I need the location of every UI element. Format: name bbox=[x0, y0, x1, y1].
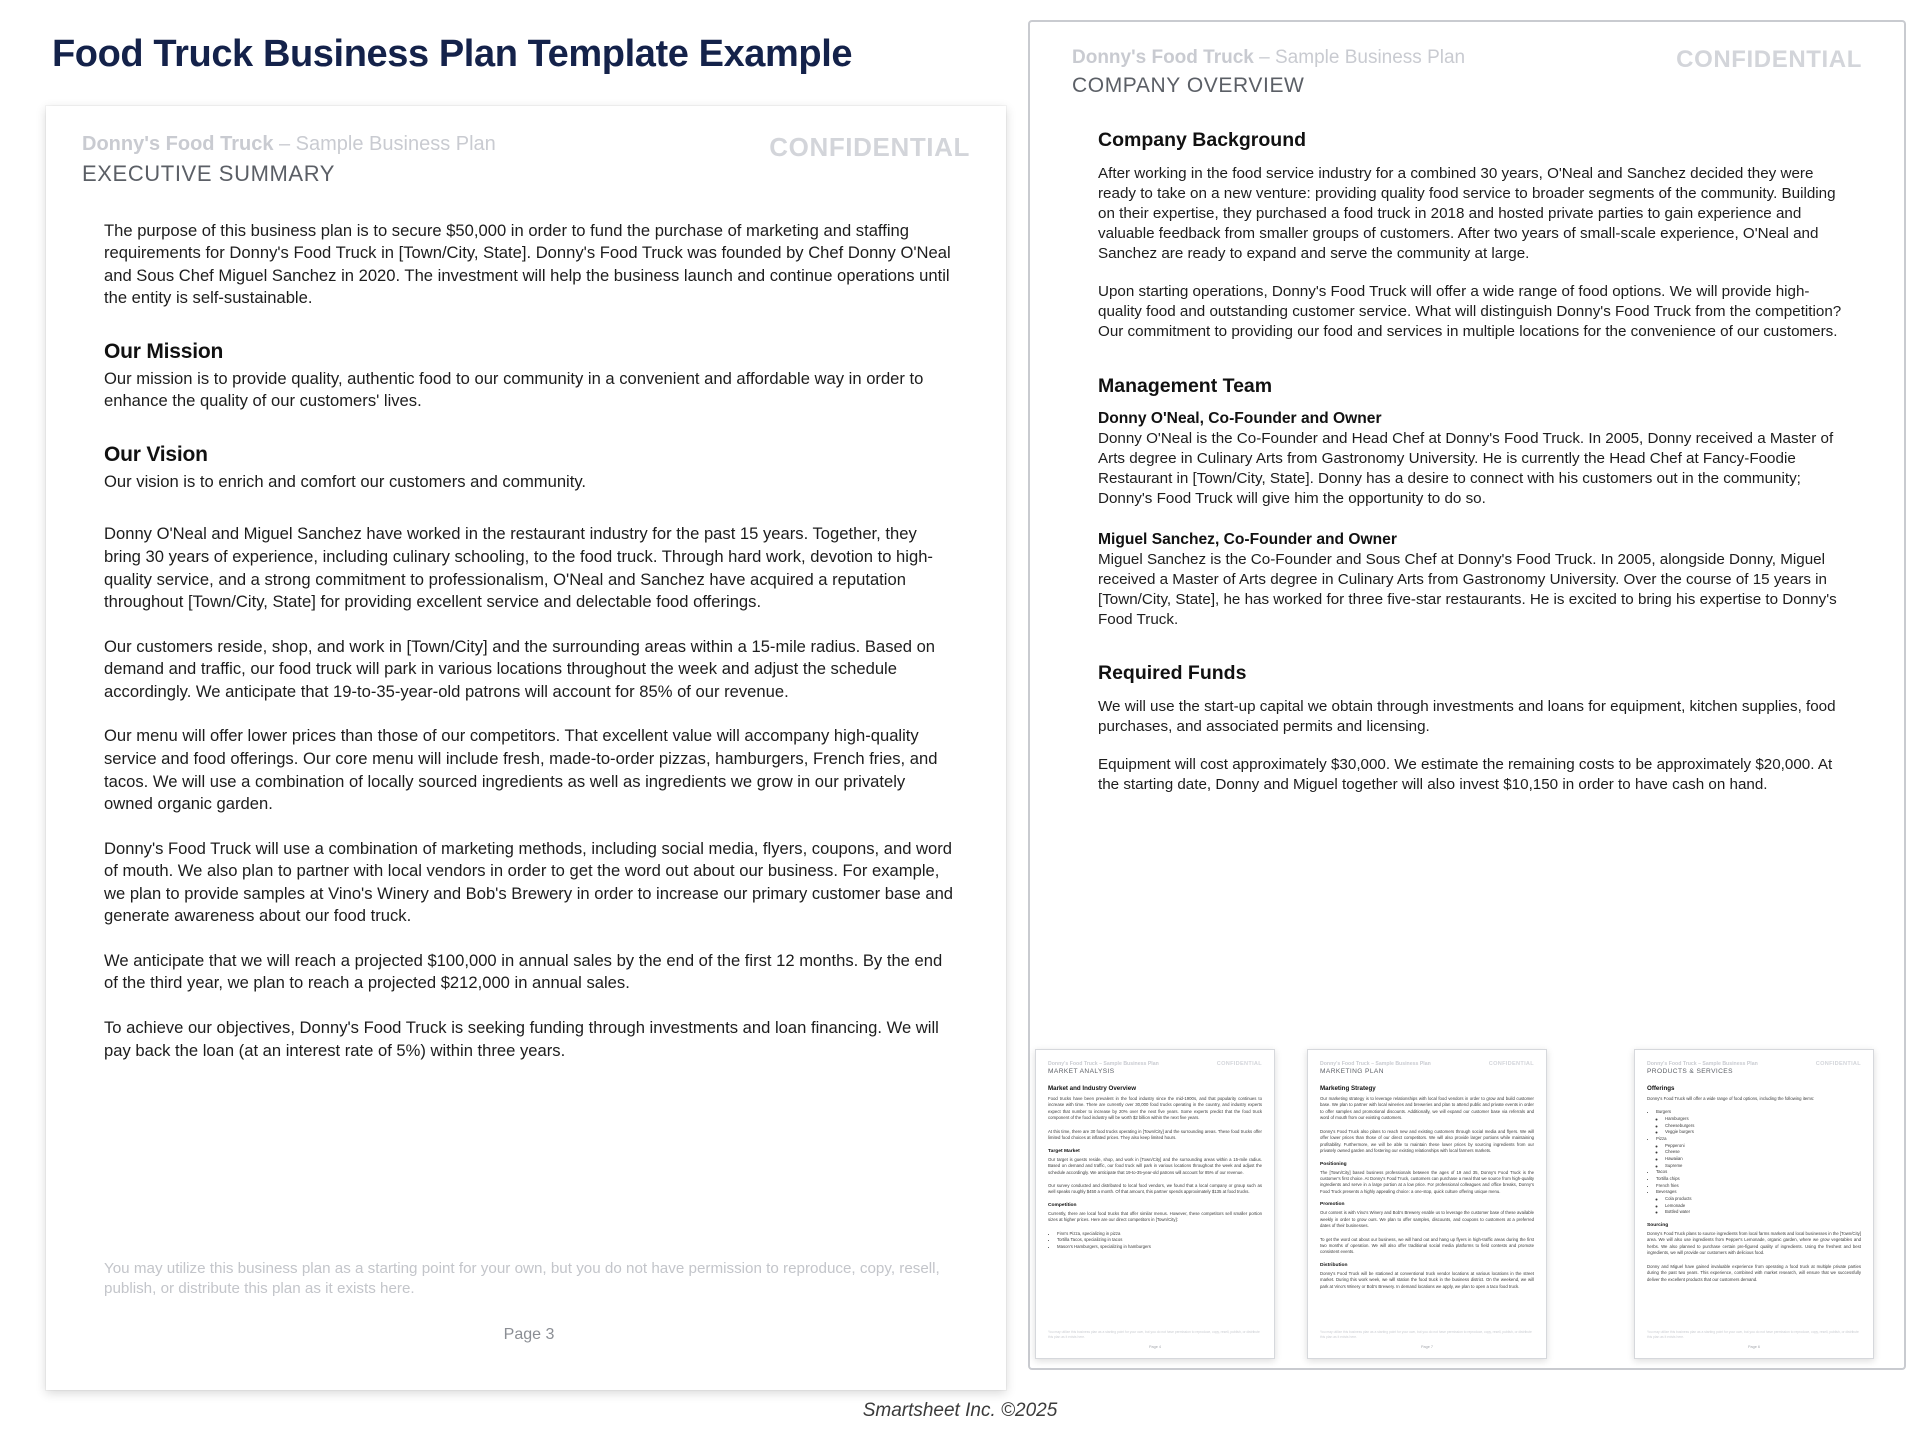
heading-company-background: Company Background bbox=[1098, 129, 1307, 151]
list-item: ◦ Hamburgers bbox=[1665, 1116, 1861, 1123]
thumbnail-paragraph: At this time, there are 30 food trucks operating in [Town/City] and the surrounding areas. These food trucks offer limited food choices at inflated prices. They also keep limited hours. bbox=[1048, 1128, 1262, 1141]
footer-legal-notice: You may utilize this business plan as a starting point for your own, but you do not have permission to reproduce, copy, resell, publish, or distribute this plan as it exists here. bbox=[1647, 1330, 1859, 1340]
footer-page-number: Page 6 bbox=[1747, 1345, 1761, 1349]
document-body bbox=[82, 220, 970, 1063]
paragraph-vision: Our vision is to enrich and comfort our customers and community. bbox=[104, 471, 587, 491]
paragraph-donny-bio: Donny O'Neal is the Co-Founder and Head Chef at Donny's Food Truck. In 2005, Donny received a Master of Arts degree in Culinary Arts from Gastronomy University. He is currently the Head Chef at Fancy-Foodie Restaurant in [Town/City, State]. Donny has a desire to connect with his customers out in the community; Donny's Food Truck will give him the opportunity to do so. bbox=[1098, 429, 1834, 507]
subheading-donny-oneal: Donny O'Neal, Co-Founder and Owner bbox=[1098, 409, 1382, 427]
list-item: • Tortilla chips bbox=[1656, 1176, 1861, 1183]
footer-page-number: Page 7 bbox=[1420, 1345, 1434, 1349]
page-title: Food Truck Business Plan Template Example bbox=[52, 33, 853, 75]
list-item: ◦ Bottled water bbox=[1665, 1209, 1861, 1216]
list-item: • Tortilla Tacos, specializing in tacos bbox=[1057, 1237, 1262, 1244]
thumbnail-footer bbox=[1048, 1330, 1262, 1349]
paragraph-funds-2: Equipment will cost approximately $30,000. We estimate the remaining costs to be approximately $20,000. At the starting date, Donny and Miguel together will also invest $10,150 in order to have cash on hand. bbox=[1098, 756, 1833, 794]
list-item: ◦ Veggie burgers bbox=[1665, 1129, 1861, 1136]
thumbnail-paragraph: To get the word out about our business, we will hand out and hang up flyers in high-traffic areas during the first two months of operation. We will also offer traditional social media platforms to field contests and promote consistent events. bbox=[1320, 1236, 1534, 1255]
document-header bbox=[82, 132, 970, 188]
paragraph-background-1: After working in the food service industry for a combined 30 years, O'Neal and Sanchez decided they were ready to take on a new venture: providing quality food service to broader segments of the community. Building on their expertise, they purchased a food truck in 2018 and hosted private parties to gain experience and valuable feedback from smaller groups of customers. After two years of small-scale experience, O'Neal and Sanchez are ready to expand and serve the community at large. bbox=[1098, 165, 1836, 263]
thumbnail-paragraph: Our content is with Vino's Winery and Bob's Brewery enable us to leverage the customer base of these available weekly in order to grow ours. We plan to offer samples, discounts, and coupons to customers at a preferred dates of their businesses. bbox=[1320, 1210, 1534, 1229]
list-item: ◦ Cola products bbox=[1665, 1196, 1861, 1203]
document-section-title: COMPANY OVERVIEW bbox=[1072, 73, 1305, 97]
thumbnail-heading: Marketing Strategy bbox=[1320, 1085, 1376, 1092]
list-item: • Burgers ◦ Hamburgers ◦ Cheeseburgers ◦ Veggie burgers bbox=[1656, 1109, 1861, 1136]
confidential-stamp: CONFIDENTIAL bbox=[1216, 1061, 1262, 1067]
document-body bbox=[1072, 129, 1862, 795]
brand-name: Donny's Food Truck bbox=[82, 133, 274, 155]
thumbnail-subheading: Distribution bbox=[1320, 1262, 1348, 1268]
document-brandline bbox=[1072, 46, 1465, 70]
paragraph-intro: The purpose of this business plan is to secure $50,000 in order to fund the purchase of marketing and staffing requirements for Donny's Food Truck in [Town/City, State]. Donny's Food Truck was founded by Chef Donny O'Neal and Sous Chef Miguel Sanchez in 2020. The investment will help the business launch and continue operations until the entity is self-sustainable. bbox=[104, 220, 951, 308]
list-item: ◦ Supreme bbox=[1665, 1163, 1861, 1170]
paragraph-funds-1: We will use the start-up capital we obtain through investments and loans for equipment, kitchen supplies, food purchases, and associated permits and licensing. bbox=[1098, 698, 1836, 736]
thumbnail-paragraph: Food trucks have been prevalent in the food industry since the mid-1900s, and that popularity continues to increase with time. There are currently over 30,000 food trucks operating in the country, and industry experts expect that number to increase by 20% over the next five years. Some experts predict that the food truck component of the food industry will be worth $2 billion within the next five years. bbox=[1048, 1096, 1262, 1121]
document-header bbox=[1072, 46, 1862, 99]
thumbnail-brandline: Donny's Food Truck – Sample Business Plan bbox=[1647, 1061, 1758, 1067]
heading-our-mission: Our Mission bbox=[104, 339, 224, 363]
menu-offerings-list bbox=[1647, 1109, 1861, 1216]
thumbnail-bullet-list bbox=[1048, 1231, 1262, 1251]
thumbnail-heading: Offerings bbox=[1647, 1085, 1675, 1092]
thumbnail-section-title: PRODUCTS & SERVICES bbox=[1647, 1068, 1733, 1075]
document-brandline bbox=[82, 132, 496, 157]
thumbnail-subheading: Sourcing bbox=[1647, 1222, 1669, 1228]
menu-sublist bbox=[1656, 1143, 1861, 1170]
list-item: ◦ Hawaiian bbox=[1665, 1156, 1861, 1163]
heading-required-funds: Required Funds bbox=[1098, 662, 1247, 684]
thumbnail-paragraph: Donny and Miguel have gained invaluable experience from operating a food truck at multiple private parties during the past two years. This experience, combined with market research, will ensure that we successfully deliver the excellent products that our customers demand. bbox=[1647, 1263, 1861, 1282]
thumbnail-section-title: MARKET ANALYSIS bbox=[1048, 1068, 1115, 1075]
thumbnail-header bbox=[1048, 1061, 1262, 1075]
paragraph-miguel-bio: Miguel Sanchez is the Co-Founder and Sous Chef at Donny's Food Truck. In 2005, alongside Donny, Miguel received a Master of Arts degree in Culinary Arts from Gastronomy University. Over the course of 15 years in [Town/City, State], he has worked for three five-star restaurants. He is excited to bring his expertise to Donny's Food Truck. bbox=[1098, 550, 1837, 628]
heading-our-vision: Our Vision bbox=[104, 442, 208, 466]
menu-sublist bbox=[1656, 1196, 1861, 1216]
confidential-stamp: CONFIDENTIAL bbox=[1488, 1061, 1534, 1067]
document-footer bbox=[104, 1259, 954, 1344]
paragraph-marketing: Donny's Food Truck will use a combination of marketing methods, including social media, flyers, coupons, and word of mouth. We also plan to partner with local vendors in order to get the word out about our business. For example, we plan to provide samples at Vino's Winery and Bob's Brewery in order to increase our primary customer base and generate awareness about our food truck. bbox=[104, 838, 954, 926]
footer-legal-notice: You may utilize this business plan as a starting point for your own, but you do not have permission to reproduce, copy, resell, publish, or distribute this plan as it exists here. bbox=[1320, 1330, 1532, 1340]
footer-page-number: Page 3 bbox=[503, 1326, 555, 1343]
smartsheet-credit: Smartsheet Inc. ©2025 bbox=[862, 1400, 1058, 1421]
thumbnail-paragraph: Our survey conducted and distributed to local food vendors, we found that a local company or group such as well speaks roughly $450 a month. Of that amount, this partner spends approximately $135 at food trucks. bbox=[1048, 1182, 1262, 1195]
brand-name: Donny's Food Truck bbox=[1072, 47, 1254, 68]
list-item: ◦ Pepperoni bbox=[1665, 1143, 1861, 1150]
thumbnail-paragraph: The [Town/City] based business professionals between the ages of 19 and 35, Donny's Food Truck is the customer's first choice. At Donny's Food Truck, customers can purchase a meal that we source from high-quality ingredients and serve in a large portion at a low price. For professional colleagues and office breaks, Donny's Food Truck presents a highly appealing choice: a one-stop, quick culture offering unique menu. bbox=[1320, 1169, 1534, 1194]
thumbnail-brandline: Donny's Food Truck – Sample Business Plan bbox=[1320, 1061, 1431, 1067]
brand-subtitle: – Sample Business Plan bbox=[273, 133, 496, 155]
thumbnail-subheading: Competition bbox=[1048, 1202, 1077, 1208]
executive-summary-document bbox=[46, 106, 1006, 1390]
company-overview-document bbox=[1030, 22, 1904, 813]
thumbnail-body bbox=[1647, 1085, 1861, 1283]
list-item: ◦ Lemonade bbox=[1665, 1203, 1861, 1210]
thumbnail-body bbox=[1048, 1085, 1262, 1251]
list-item: ◦ Cheese bbox=[1665, 1149, 1861, 1156]
document-section-title: EXECUTIVE SUMMARY bbox=[82, 161, 336, 186]
paragraph-background-2: Upon starting operations, Donny's Food Truck will offer a wide range of food options. We will provide high-quality food and outstanding customer service. What will distinguish Donny's Food Truck from the competition? Our commitment to providing our food and services in multiple locations for the convenience of our customers. bbox=[1098, 283, 1842, 341]
thumbnail-page-marketing-plan[interactable] bbox=[1307, 1049, 1547, 1359]
thumbnail-paragraph: Donny's Food Truck will be stationed at conventional truck vendor locations at various locations in the street market. During this work week, we will station the food truck in the business district. On the weekend, we will park at Vino's Winery or Bob's Brewery. In demand locations we apply, we plan to open a taco food truck. bbox=[1320, 1270, 1534, 1289]
thumbnail-heading: Market and Industry Overview bbox=[1048, 1085, 1137, 1092]
list-item: • Beverages ◦ Cola products ◦ Lemonade ◦ Bottled water bbox=[1656, 1189, 1861, 1216]
footer-page-number: Page 4 bbox=[1148, 1345, 1162, 1349]
thumbnail-section-title: MARKETING PLAN bbox=[1320, 1068, 1384, 1075]
thumbnail-subheading: Target Market bbox=[1048, 1148, 1080, 1154]
thumbnail-footer bbox=[1647, 1330, 1861, 1349]
footer-legal-notice: You may utilize this business plan as a starting point for your own, but you do not have permission to reproduce, copy, resell, publish, or distribute this plan as it exists here. bbox=[1048, 1330, 1260, 1340]
thumbnail-paragraph: Donny's Food Truck also plans to reach new and existing customers through social media and flyers. We will offer lower prices than those of our direct competitors. We will also provide larger portions while maintaining profitability. Furthermore, we will be able to maintain these lower prices by sourcing ingredients from our privately owned garden and fostering our existing relationships with local farmers markets. bbox=[1320, 1128, 1534, 1154]
thumbnail-subheading: Promotion bbox=[1320, 1202, 1345, 1208]
confidential-stamp: CONFIDENTIAL bbox=[769, 132, 970, 162]
brand-subtitle: – Sample Business Plan bbox=[1253, 47, 1466, 68]
paragraph-experience: Donny O'Neal and Miguel Sanchez have worked in the restaurant industry for the past 15 years. Together, they bring 30 years of experience, including culinary schooling, to the food truck. Through hard work, devotion to high-quality service, and a strong commitment to professionalism, O'Neal and Sanchez have acquired a reputation throughout [Town/City, State] for providing excellent service and delectable food offerings. bbox=[104, 524, 933, 612]
thumbnail-page-products-and-services[interactable] bbox=[1634, 1049, 1874, 1359]
heading-management-team: Management Team bbox=[1098, 374, 1273, 397]
thumbnail-footer bbox=[1320, 1330, 1534, 1349]
list-item: • Tacos bbox=[1656, 1169, 1861, 1176]
list-item: • Pizza ◦ Pepperoni ◦ Cheese ◦ Hawaiian ◦ Supreme bbox=[1656, 1136, 1861, 1169]
thumbnail-paragraph: Currently, there are local food trucks that offer similar menus. However, these competitors sell smaller portion sizes at higher prices. Here are our direct competitors in [Town/City]: bbox=[1048, 1210, 1262, 1223]
thumbnail-paragraph: Our marketing strategy is to leverage relationships with local food vendors in order to grow and build customer base. We plan to partner with local wineries and breweries and plan to attend public and private events in order to offer samples and promotional discounts. Additionally, we will expand our customer base via referrals and word of mouth from our existing customers. bbox=[1320, 1096, 1534, 1121]
confidential-stamp: CONFIDENTIAL bbox=[1815, 1061, 1861, 1067]
paragraph-projection: We anticipate that we will reach a projected $100,000 in annual sales by the end of the first 12 months. By the end of the third year, we plan to reach a projected $212,000 in annual sales. bbox=[104, 950, 943, 993]
thumbnail-subheading: Positioning bbox=[1320, 1161, 1347, 1167]
thumbnail-body bbox=[1320, 1085, 1534, 1290]
thumbnail-paragraph: Donny's Food Truck plans to source ingredients from local farms markets and local businesses in the [Town/City] area. We will also use ingredients from Pepper's Lemonade, organic garden, where we grow vegetables and herbs. We also planned to purchase certain pre-figured quality of ingredients. Using the freshest and best ingredients, we will provide our customers with delicious food. bbox=[1647, 1230, 1861, 1256]
list-item: • Finn's Pizza, specializing in pizza bbox=[1057, 1231, 1262, 1238]
paragraph-mission: Our mission is to provide quality, authentic food to our community in a convenient and affordable way in order to enhance the quality of our customers' lives. bbox=[104, 368, 924, 411]
list-item: • French fries bbox=[1656, 1183, 1861, 1190]
list-item: • Mason's Hamburgers, specializing in hamburgers bbox=[1057, 1244, 1262, 1251]
subheading-miguel-sanchez: Miguel Sanchez, Co-Founder and Owner bbox=[1098, 530, 1397, 548]
thumbnail-header bbox=[1647, 1061, 1861, 1075]
paragraph-customers: Our customers reside, shop, and work in [Town/City] and the surrounding areas within a 15-mile radius. Based on demand and traffic, our food truck will park in various locations throughout the week and adjust the schedule accordingly. We anticipate that 19-to-35-year-old patrons will account for 85% of our revenue. bbox=[104, 636, 936, 701]
paragraph-menu: Our menu will offer lower prices than those of our competitors. That excellent value will accompany high-quality service and food offerings. Our core menu will include fresh, made-to-order pizzas, hamburgers, French fries, and tacos. We will use a combination of locally sourced ingredients as well as ingredients we grow in our privately owned organic garden. bbox=[104, 726, 938, 814]
thumbnail-header bbox=[1320, 1061, 1534, 1075]
footer-legal-notice: You may utilize this business plan as a starting point for your own, but you do not have permission to reproduce, copy, resell, publish, or distribute this plan as it exists here. bbox=[104, 1259, 940, 1298]
confidential-stamp: CONFIDENTIAL bbox=[1676, 46, 1862, 73]
thumbnail-page-market-analysis[interactable] bbox=[1035, 1049, 1275, 1359]
thumbnail-paragraph: Our target is guests reside, shop, and work in [Town/City] and the surrounding areas within a 15-mile radius. Based on demand and traffic, our food truck will park in various locations throughout the week and adjust the schedule accordingly. We anticipate that 19-to-35-year-old patrons will account for 85% of our revenue. bbox=[1048, 1156, 1262, 1175]
left-page-panel bbox=[34, 8, 1018, 1390]
paragraph-objectives: To achieve our objectives, Donny's Food Truck is seeking funding through investments and loan financing. We will pay back the loan (at an interest rate of 5%) within three years. bbox=[104, 1018, 939, 1060]
thumbnail-brandline: Donny's Food Truck – Sample Business Plan bbox=[1048, 1061, 1159, 1067]
list-item: ◦ Cheeseburgers bbox=[1665, 1123, 1861, 1130]
menu-sublist bbox=[1656, 1116, 1861, 1136]
thumbnail-paragraph: Donny's Food Truck will offer a wide range of food options, including the following items: bbox=[1647, 1096, 1815, 1101]
